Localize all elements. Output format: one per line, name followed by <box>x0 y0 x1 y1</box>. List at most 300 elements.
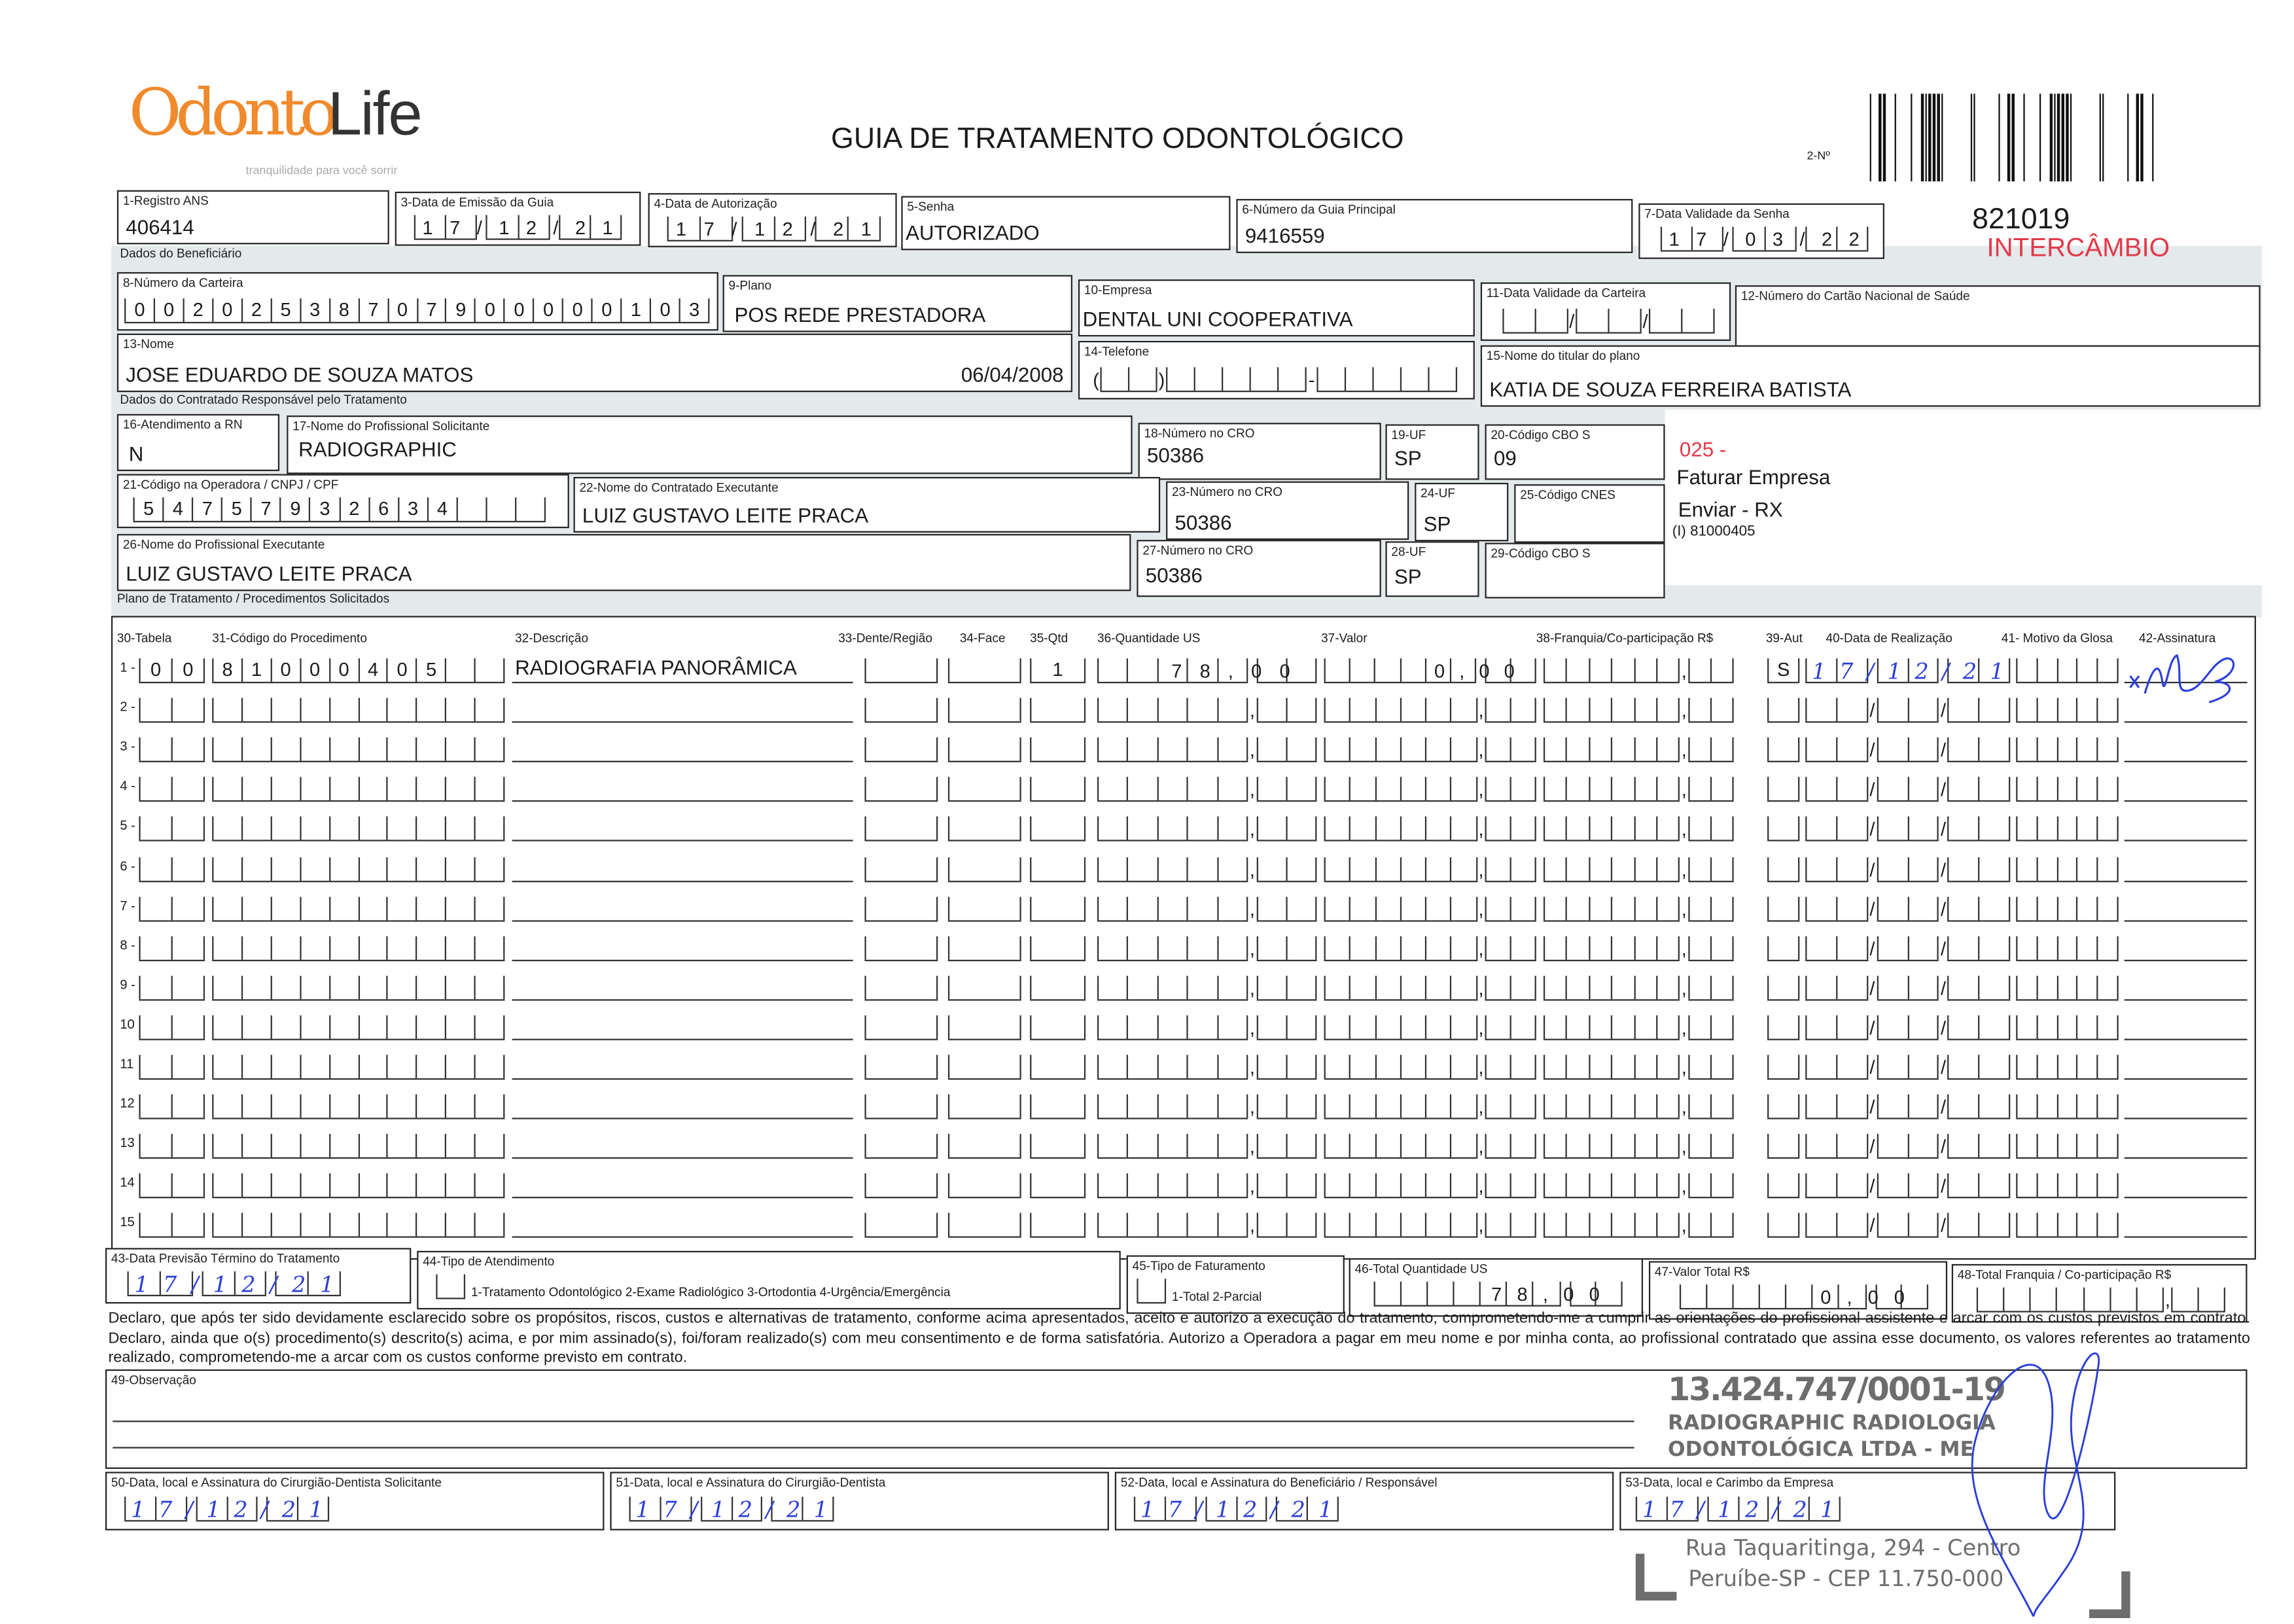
cell-descricao[interactable] <box>512 976 853 1000</box>
cell-tabela[interactable] <box>139 819 205 842</box>
cell-tabela[interactable] <box>139 739 205 763</box>
cell-qtd[interactable] <box>1030 1175 1085 1199</box>
cell-valor[interactable] <box>1324 699 1536 723</box>
cell-franquia[interactable] <box>1544 819 1734 842</box>
cell-qtd_us[interactable] <box>1097 739 1316 763</box>
cell-descricao[interactable] <box>512 1134 853 1159</box>
cell-descricao[interactable] <box>512 655 853 683</box>
table-row[interactable] <box>114 733 2250 763</box>
cell-qtd[interactable] <box>1030 977 1085 1000</box>
cell-face[interactable] <box>948 1056 1021 1080</box>
field-plano[interactable] <box>723 275 1072 332</box>
cell-glosa[interactable] <box>2016 1215 2119 1239</box>
cell-glosa[interactable] <box>2016 1175 2119 1199</box>
slot <box>241 698 271 722</box>
cell-qtd_us[interactable] <box>1097 1215 1316 1239</box>
slot <box>1187 1055 1217 1078</box>
slot <box>2056 658 2077 682</box>
table-row[interactable] <box>114 1130 2250 1159</box>
cell-qtd[interactable] <box>1030 938 1085 961</box>
slot <box>1400 856 1425 880</box>
cell-data[interactable] <box>1805 1017 2010 1040</box>
cell-qtd_us[interactable] <box>1097 1175 1316 1199</box>
cell-franquia[interactable] <box>1544 1017 1734 1040</box>
field-uf-24[interactable] <box>1415 483 1508 541</box>
cell-aut[interactable] <box>1767 898 1799 921</box>
cell-codigo[interactable] <box>212 1136 504 1159</box>
table-row[interactable] <box>114 1011 2250 1040</box>
cell-qtd_us[interactable] <box>1097 699 1316 723</box>
slot <box>1450 777 1477 801</box>
cell-valor[interactable] <box>1324 898 1536 921</box>
cell-qtd[interactable] <box>1030 779 1085 802</box>
cell-data[interactable] <box>1805 739 2010 763</box>
cell-face[interactable] <box>948 858 1021 881</box>
cell-glosa[interactable] <box>2016 1096 2119 1120</box>
cell-codigo[interactable] <box>212 1096 504 1120</box>
slot <box>387 698 416 722</box>
slot <box>2036 1214 2056 1237</box>
cell-codigo[interactable] <box>212 898 504 921</box>
cell-valor[interactable] <box>1324 1056 1536 1080</box>
cell-descricao[interactable] <box>512 1214 853 1239</box>
cell-assinatura[interactable] <box>2125 737 2248 762</box>
cell-dente[interactable] <box>864 1056 938 1080</box>
field-cro-27[interactable] <box>1137 540 1381 597</box>
table-row[interactable] <box>114 852 2250 881</box>
cell-codigo[interactable] <box>212 779 504 802</box>
stamp-cnpj: 13.424.747/0001-19 <box>1668 1372 2005 1409</box>
cell-tabela[interactable] <box>139 858 205 881</box>
cell-assinatura[interactable] <box>2125 1134 2248 1159</box>
slot-group <box>948 936 1021 961</box>
cell-face[interactable] <box>948 938 1021 961</box>
field-value: AUTORIZADO <box>906 221 1040 245</box>
cell-tabela[interactable] <box>139 1096 205 1120</box>
field-validade-carteira[interactable] <box>1481 283 1731 341</box>
cell-franquia[interactable] <box>1544 1056 1734 1080</box>
slot <box>1485 737 1510 761</box>
slot-group <box>1097 896 1248 921</box>
cell-descricao[interactable] <box>512 856 853 881</box>
cell-face[interactable] <box>948 1136 1021 1159</box>
cell-face[interactable] <box>948 1017 1021 1040</box>
table-row[interactable] <box>114 694 2250 723</box>
cell-valor[interactable] <box>1324 739 1536 763</box>
cell-assinatura[interactable] <box>2125 856 2248 881</box>
cell-qtd[interactable] <box>1030 1056 1085 1080</box>
cell-face[interactable] <box>948 1096 1021 1120</box>
cell-valor[interactable] <box>1324 1175 1536 1199</box>
cell-qtd_us[interactable] <box>1097 1096 1316 1120</box>
field-uf-19[interactable] <box>1385 424 1479 480</box>
cell-assinatura[interactable] <box>2125 1015 2248 1040</box>
table-row[interactable] <box>114 1209 2250 1239</box>
slot <box>358 817 387 841</box>
cell-glosa[interactable] <box>2016 1056 2119 1080</box>
cell-tabela[interactable] <box>139 938 205 961</box>
cell-face[interactable] <box>948 1215 1021 1239</box>
slot-group <box>1544 1015 1680 1040</box>
slot-group <box>864 1174 938 1199</box>
field-cartao-nacional-saude[interactable] <box>1735 285 2261 347</box>
field-cbo-20[interactable] <box>1485 424 1665 480</box>
cell-glosa[interactable] <box>2016 660 2119 683</box>
cell-glosa[interactable] <box>2016 898 2119 921</box>
cell-data[interactable] <box>1805 699 2010 723</box>
cell-qtd[interactable] <box>1030 1096 1085 1120</box>
cell-codigo[interactable] <box>212 660 504 683</box>
cell-dente[interactable] <box>864 1215 938 1239</box>
cell-qtd[interactable] <box>1030 739 1085 763</box>
cell-valor[interactable] <box>1324 819 1536 842</box>
cell-data[interactable] <box>1805 938 2010 961</box>
column-header: 42-Assinatura <box>2139 630 2216 646</box>
cell-assinatura[interactable] <box>2125 936 2248 961</box>
cell-dente[interactable] <box>864 739 938 763</box>
slot-group <box>1485 777 1536 802</box>
cell-dente[interactable] <box>864 1136 938 1159</box>
cell-assinatura[interactable] <box>2125 1174 2248 1199</box>
cell-data[interactable] <box>1805 819 2010 842</box>
field-assinatura-dentista[interactable] <box>610 1472 1108 1530</box>
cell-face[interactable] <box>948 898 1021 921</box>
table-row[interactable] <box>114 1090 2250 1120</box>
table-row[interactable] <box>114 971 2250 1000</box>
table-row[interactable] <box>114 654 2250 683</box>
cell-glosa[interactable] <box>2016 699 2119 723</box>
slot <box>2036 1055 2056 1078</box>
field-titular-plano[interactable] <box>1481 345 2261 407</box>
cell-codigo[interactable] <box>212 1175 504 1199</box>
cell-valor[interactable] <box>1324 858 1536 881</box>
slot <box>387 1134 416 1157</box>
slot <box>1656 1174 1680 1197</box>
cell-codigo[interactable] <box>212 1056 504 1080</box>
field-label: 4-Data de Autorização <box>654 196 777 211</box>
cell-qtd[interactable] <box>1030 858 1085 881</box>
slot: 3 <box>300 298 329 322</box>
slot-group <box>1485 1015 1536 1040</box>
cell-codigo[interactable] <box>212 938 504 961</box>
slot <box>139 737 171 761</box>
cell-aut[interactable] <box>1767 938 1799 961</box>
table-row[interactable] <box>114 1169 2250 1199</box>
field-assinatura-beneficiario[interactable] <box>1115 1472 1614 1530</box>
cell-franquia[interactable] <box>1544 660 1734 683</box>
cell-face[interactable] <box>948 779 1021 802</box>
cell-glosa[interactable] <box>2016 1017 2119 1040</box>
cell-qtd_us[interactable] <box>1097 938 1316 961</box>
slot <box>1688 1095 1710 1118</box>
cell-descricao[interactable] <box>512 1095 853 1120</box>
cell-qtd[interactable] <box>1030 1017 1085 1040</box>
cell-aut[interactable] <box>1767 1136 1799 1159</box>
field-label: 12-Número do Cartão Nacional de Saúde <box>1740 288 1970 303</box>
slot <box>1566 976 1588 999</box>
cell-qtd_us[interactable] <box>1097 977 1316 1000</box>
cell-assinatura[interactable] <box>2125 1095 2248 1120</box>
slot-separator: , <box>1249 897 1255 920</box>
field-profissional-solicitante[interactable] <box>287 415 1132 474</box>
field-data-autorizacao[interactable] <box>648 193 897 247</box>
field-tipo-faturamento[interactable] <box>1127 1255 1345 1313</box>
cell-codigo[interactable] <box>212 739 504 763</box>
cell-qtd[interactable] <box>1030 699 1085 723</box>
slot <box>1566 1174 1588 1197</box>
cell-valor[interactable] <box>1324 1136 1536 1159</box>
cell-assinatura[interactable] <box>2125 976 2248 1000</box>
cell-data[interactable] <box>1805 1175 2010 1199</box>
cell-qtd_us[interactable] <box>1097 858 1316 881</box>
code-slots <box>133 499 546 522</box>
cell-qtd[interactable] <box>1030 660 1085 683</box>
cell-qtd_us[interactable] <box>1097 898 1316 921</box>
field-empresa[interactable] <box>1078 279 1475 336</box>
slot <box>1566 658 1588 682</box>
cell-franquia[interactable] <box>1544 739 1734 763</box>
cell-glosa[interactable] <box>2016 977 2119 1000</box>
cell-glosa[interactable] <box>2016 1136 2119 1159</box>
cell-face[interactable] <box>948 739 1021 763</box>
cell-franquia[interactable] <box>1544 1215 1734 1239</box>
cell-valor[interactable] <box>1324 938 1536 961</box>
cell-aut[interactable] <box>1767 977 1799 1000</box>
cell-valor[interactable] <box>1324 1096 1536 1120</box>
field-atendimento-rn[interactable] <box>117 414 279 471</box>
table-row[interactable] <box>114 932 2250 961</box>
cell-dente[interactable] <box>864 819 938 842</box>
field-codigo-operadora[interactable] <box>117 474 569 528</box>
cell-qtd_us[interactable] <box>1097 1017 1316 1040</box>
cell-glosa[interactable] <box>2016 858 2119 881</box>
slot-group <box>948 658 1021 683</box>
slot <box>1349 1015 1375 1039</box>
cell-tabela[interactable] <box>139 1017 205 1040</box>
cell-aut[interactable] <box>1767 819 1799 842</box>
cell-aut[interactable] <box>1767 699 1799 723</box>
cell-glosa[interactable] <box>2016 819 2119 842</box>
field-nome[interactable] <box>117 334 1072 392</box>
field-uf-28[interactable] <box>1385 541 1479 597</box>
cell-descricao[interactable] <box>512 936 853 961</box>
cell-qtd_us[interactable] <box>1097 1056 1316 1080</box>
cell-glosa[interactable] <box>2016 779 2119 802</box>
table-row[interactable] <box>114 892 2250 921</box>
field-previsao-termino[interactable] <box>105 1248 411 1303</box>
slot <box>2016 1214 2036 1237</box>
cell-codigo[interactable] <box>212 858 504 881</box>
cell-codigo[interactable] <box>212 699 504 723</box>
slot-group <box>1097 1174 1248 1199</box>
cell-data[interactable] <box>1805 898 2010 921</box>
cell-descricao[interactable] <box>512 1055 853 1080</box>
cell-aut[interactable] <box>1767 1175 1799 1199</box>
table-row[interactable] <box>114 813 2250 842</box>
field-contratado-executante[interactable] <box>574 477 1161 533</box>
field-cnes[interactable] <box>1514 484 1665 542</box>
cell-aut[interactable] <box>1767 1215 1799 1239</box>
cell-qtd[interactable] <box>1030 1215 1085 1239</box>
cell-aut[interactable] <box>1767 1056 1799 1080</box>
slot <box>300 1134 329 1157</box>
slot <box>1947 737 1978 761</box>
cell-dente[interactable] <box>864 898 938 921</box>
cell-assinatura[interactable] <box>2125 896 2248 921</box>
cell-qtd_us[interactable] <box>1097 1136 1316 1159</box>
cell-valor[interactable] <box>1324 977 1536 1000</box>
cell-qtd_us[interactable] <box>1097 660 1316 683</box>
cell-data[interactable] <box>1805 658 2018 685</box>
slot-group <box>139 896 205 921</box>
barcode-bar <box>2007 94 2010 181</box>
cell-data[interactable] <box>1805 1136 2010 1159</box>
slot <box>1450 817 1477 841</box>
cell-glosa[interactable] <box>2016 938 2119 961</box>
cell-data[interactable] <box>1805 858 2010 881</box>
cell-valor[interactable] <box>1324 1215 1536 1239</box>
checkbox-slot[interactable] <box>1137 1280 1166 1304</box>
cell-descricao[interactable] <box>512 1015 853 1040</box>
cell-dente[interactable] <box>864 977 938 1000</box>
cell-aut[interactable] <box>1767 1017 1799 1040</box>
cell-codigo[interactable] <box>212 977 504 1000</box>
cell-descricao[interactable] <box>512 896 853 921</box>
cell-face[interactable] <box>948 660 1021 683</box>
field-assinatura-solicitante[interactable] <box>105 1472 604 1530</box>
cell-franquia[interactable] <box>1544 858 1734 881</box>
cell-descricao[interactable] <box>512 817 853 842</box>
cell-descricao[interactable] <box>512 777 853 802</box>
cell-qtd_us[interactable] <box>1097 819 1316 842</box>
slot-group <box>1877 777 1939 802</box>
cell-franquia[interactable] <box>1544 898 1734 921</box>
cell-franquia[interactable] <box>1544 938 1734 961</box>
cell-assinatura[interactable] <box>2125 777 2248 802</box>
cell-dente[interactable] <box>864 1175 938 1199</box>
field-senha[interactable] <box>901 196 1230 251</box>
cell-tabela[interactable] <box>139 699 205 723</box>
cell-valor[interactable] <box>1324 660 1536 683</box>
field-cro-23[interactable] <box>1166 482 1409 540</box>
cell-qtd[interactable] <box>1030 898 1085 921</box>
cell-tabela[interactable] <box>139 1056 205 1080</box>
cell-aut[interactable] <box>1767 858 1799 881</box>
cell-face[interactable] <box>948 977 1021 1000</box>
cell-tabela[interactable] <box>139 898 205 921</box>
cell-dente[interactable] <box>864 938 938 961</box>
cell-tabela[interactable] <box>139 1175 205 1199</box>
field-guia-principal[interactable] <box>1236 199 1632 253</box>
cell-tabela[interactable] <box>139 779 205 802</box>
cell-dente[interactable] <box>864 1096 938 1120</box>
cell-franquia[interactable] <box>1544 977 1734 1000</box>
cell-tabela[interactable] <box>139 660 205 683</box>
cell-aut[interactable] <box>1767 1096 1799 1120</box>
slot <box>1030 896 1085 920</box>
field-value: LUIZ GUSTAVO LEITE PRACA <box>582 503 869 527</box>
cell-dente[interactable] <box>864 779 938 802</box>
cell-aut[interactable] <box>1767 660 1799 683</box>
cell-face[interactable] <box>948 699 1021 723</box>
slot <box>2016 856 2036 880</box>
cell-dente[interactable] <box>864 699 938 723</box>
cell-data[interactable] <box>1805 779 2010 802</box>
field-telefone[interactable] <box>1078 341 1475 399</box>
slot <box>387 777 416 801</box>
cell-dente[interactable] <box>864 660 938 683</box>
cell-codigo[interactable] <box>212 1215 504 1239</box>
cell-aut[interactable] <box>1767 739 1799 763</box>
slot <box>1256 976 1286 999</box>
cell-tabela[interactable] <box>139 1136 205 1159</box>
cell-codigo[interactable] <box>212 1017 504 1040</box>
cell-franquia[interactable] <box>1544 1175 1734 1199</box>
field-numero-carteira[interactable] <box>117 272 718 330</box>
cell-qtd[interactable] <box>1030 819 1085 842</box>
slot-group <box>1097 1055 1248 1080</box>
cell-data[interactable] <box>1805 1215 2010 1239</box>
cell-face[interactable] <box>948 1175 1021 1199</box>
cell-franquia[interactable] <box>1544 1136 1734 1159</box>
cell-descricao[interactable] <box>512 1174 853 1199</box>
field-tipo-atendimento[interactable] <box>417 1251 1121 1309</box>
cell-franquia[interactable] <box>1544 699 1734 723</box>
cell-franquia[interactable] <box>1544 779 1734 802</box>
cell-face[interactable] <box>948 819 1021 842</box>
field-cbo-29[interactable] <box>1485 543 1665 599</box>
table-row[interactable] <box>114 773 2250 802</box>
cell-descricao[interactable] <box>512 698 853 723</box>
slot <box>1836 1134 1868 1157</box>
cell-dente[interactable] <box>864 1017 938 1040</box>
slot <box>2036 976 2056 999</box>
slot <box>1611 737 1633 761</box>
cell-assinatura[interactable] <box>2125 1214 2248 1239</box>
cell-tabela[interactable] <box>139 1215 205 1239</box>
field-total-quantidade-us[interactable] <box>1349 1258 1643 1316</box>
cell-assinatura[interactable] <box>2125 817 2248 842</box>
cell-assinatura[interactable] <box>2125 1055 2248 1080</box>
cell-data[interactable] <box>1805 1096 2010 1120</box>
cell-data[interactable] <box>1805 977 2010 1000</box>
cell-valor[interactable] <box>1324 1017 1536 1040</box>
cell-franquia[interactable] <box>1544 1096 1734 1120</box>
table-row[interactable] <box>114 1050 2250 1080</box>
field-validade-senha[interactable] <box>1638 203 1884 259</box>
field-cro-18[interactable] <box>1138 423 1381 480</box>
slot <box>1589 1055 1611 1078</box>
cell-aut[interactable] <box>1767 779 1799 802</box>
cell-qtd[interactable] <box>1030 1136 1085 1159</box>
cell-valor[interactable] <box>1324 779 1536 802</box>
cell-descricao[interactable] <box>512 737 853 762</box>
cell-qtd_us[interactable] <box>1097 779 1316 802</box>
slot <box>864 856 938 880</box>
field-registro-ans[interactable] <box>117 190 389 245</box>
cell-tabela[interactable] <box>139 977 205 1000</box>
slot <box>1425 1095 1451 1118</box>
slot <box>1400 936 1425 959</box>
field-data-emissao[interactable] <box>395 192 641 246</box>
cell-codigo[interactable] <box>212 819 504 842</box>
checkbox-slot[interactable] <box>436 1276 465 1299</box>
cell-dente[interactable] <box>864 858 938 881</box>
cell-data[interactable] <box>1805 1056 2010 1080</box>
cell-glosa[interactable] <box>2016 739 2119 763</box>
slot <box>2077 777 2097 801</box>
field-profissional-executante[interactable] <box>117 534 1131 591</box>
